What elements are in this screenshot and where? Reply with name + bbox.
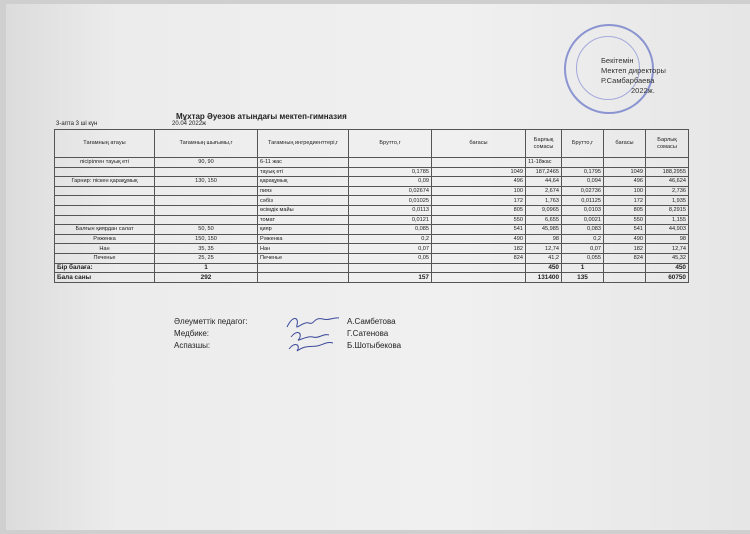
table-cell: сәбіз bbox=[258, 196, 349, 206]
table-cell: Нан bbox=[258, 244, 349, 254]
table-cell: 496 bbox=[432, 177, 526, 187]
approval-line-4: 2022ж. bbox=[631, 86, 655, 95]
table-cell: Бала саны bbox=[55, 273, 155, 283]
table-header-row bbox=[55, 130, 689, 158]
table-cell: 2,674 bbox=[526, 186, 562, 196]
table-cell: 50, 50 bbox=[155, 225, 258, 235]
table-cell bbox=[258, 263, 349, 273]
table-row bbox=[55, 158, 689, 168]
table-cell: Рәженка bbox=[258, 234, 349, 244]
table-row bbox=[55, 205, 689, 215]
table-cell: 1 bbox=[155, 263, 258, 273]
table-cell bbox=[349, 263, 432, 273]
week-label: 3-апта 3 ші күн bbox=[56, 121, 98, 127]
signature-role-3: Аспазшы: bbox=[174, 341, 211, 350]
table-cell bbox=[55, 167, 155, 177]
table-cell: 0,0121 bbox=[349, 215, 432, 225]
table-cell: 131400 bbox=[526, 273, 562, 283]
table-row bbox=[55, 244, 689, 254]
table-cell bbox=[55, 205, 155, 215]
header-sum-1: Барлық сомасы bbox=[526, 130, 562, 158]
table-cell bbox=[604, 263, 646, 273]
table-cell: 44,64 bbox=[526, 177, 562, 187]
table-cell: 135 bbox=[562, 273, 604, 283]
table-cell: 44,903 bbox=[646, 225, 689, 235]
table-cell: 1,763 bbox=[526, 196, 562, 206]
table-cell: 25, 25 bbox=[155, 253, 258, 263]
table-cell bbox=[562, 158, 604, 168]
table-cell: Нан bbox=[55, 244, 155, 254]
table-cell: 41,2 bbox=[526, 253, 562, 263]
table-cell bbox=[604, 273, 646, 283]
table-cell bbox=[258, 273, 349, 283]
table-cell: 550 bbox=[604, 215, 646, 225]
table-cell: 0,09 bbox=[349, 177, 432, 187]
table-row bbox=[55, 225, 689, 235]
table-cell: 6-11 жас bbox=[258, 158, 349, 168]
table-cell: Печенье bbox=[55, 253, 155, 263]
table-cell: 805 bbox=[604, 205, 646, 215]
approval-line-1: Бекітемін bbox=[601, 56, 634, 65]
table-cell bbox=[349, 158, 432, 168]
table-cell: Балғын қиярдан салат bbox=[55, 225, 155, 235]
menu-table bbox=[54, 129, 689, 283]
header-ingredients: Тағамның ингредиенттері,г bbox=[258, 130, 349, 158]
table-row bbox=[55, 234, 689, 244]
table-cell: 182 bbox=[432, 244, 526, 254]
table-cell: 98 bbox=[646, 234, 689, 244]
table-cell: Печенье bbox=[258, 253, 349, 263]
table-cell bbox=[432, 158, 526, 168]
table-cell: 490 bbox=[432, 234, 526, 244]
table-cell: 90, 90 bbox=[155, 158, 258, 168]
table-cell: 187,2465 bbox=[526, 167, 562, 177]
table-cell: тауық еті bbox=[258, 167, 349, 177]
table-cell: 0,0021 bbox=[562, 215, 604, 225]
table-cell: 496 bbox=[604, 177, 646, 187]
table-cell: 8,2915 bbox=[646, 205, 689, 215]
table-cell: 824 bbox=[604, 253, 646, 263]
approval-line-2: Мектеп директоры bbox=[601, 66, 666, 75]
table-cell: 0,1785 bbox=[349, 167, 432, 177]
table-cell: 0,02674 bbox=[349, 186, 432, 196]
header-brutto-2: Брутто,г bbox=[562, 130, 604, 158]
totals-row bbox=[55, 273, 689, 283]
handwritten-signatures bbox=[283, 313, 343, 355]
table-cell: 182 bbox=[604, 244, 646, 254]
table-cell: 490 bbox=[604, 234, 646, 244]
table-cell: 0,01125 bbox=[562, 196, 604, 206]
table-row bbox=[55, 186, 689, 196]
table-cell bbox=[155, 196, 258, 206]
table-cell bbox=[155, 167, 258, 177]
table-cell: қияр bbox=[258, 225, 349, 235]
table-cell bbox=[155, 215, 258, 225]
table-row bbox=[55, 196, 689, 206]
approval-block bbox=[601, 56, 666, 96]
table-cell: 0,07 bbox=[562, 244, 604, 254]
table-cell: 0,07 bbox=[349, 244, 432, 254]
header-yield: Тағамның шығымы,г bbox=[155, 130, 258, 158]
table-cell: өсімдік майы bbox=[258, 205, 349, 215]
table-cell bbox=[55, 215, 155, 225]
table-cell bbox=[604, 158, 646, 168]
table-cell: қарақұмық bbox=[258, 177, 349, 187]
table-cell: Рәженка bbox=[55, 234, 155, 244]
signature-role-2: Медбике: bbox=[174, 329, 210, 338]
table-cell: 9,0965 bbox=[526, 205, 562, 215]
table-cell: 12,74 bbox=[646, 244, 689, 254]
table-cell: 824 bbox=[432, 253, 526, 263]
header-dish-name: Тағамның атауы bbox=[55, 130, 155, 158]
table-cell: 45,985 bbox=[526, 225, 562, 235]
signature-role-1: Әлеуметтік педагог: bbox=[174, 317, 248, 326]
table-cell: 157 bbox=[349, 273, 432, 283]
header-sum-2: Барлық сомасы bbox=[646, 130, 689, 158]
table-cell: томат bbox=[258, 215, 349, 225]
table-cell: 12,74 bbox=[526, 244, 562, 254]
table-cell: 60750 bbox=[646, 273, 689, 283]
signature-name-3: Б.Шотыбекова bbox=[347, 341, 402, 350]
table-cell: 1,155 bbox=[646, 215, 689, 225]
table-cell: 0,085 bbox=[349, 225, 432, 235]
approval-line-3: Р.Самбарбаева bbox=[601, 76, 655, 85]
header-price-1: бағасы bbox=[432, 130, 526, 158]
table-cell bbox=[646, 158, 689, 168]
table-cell: 35, 35 bbox=[155, 244, 258, 254]
table-cell: 0,2 bbox=[562, 234, 604, 244]
table-row bbox=[55, 167, 689, 177]
signature-name-1: А.Самбетова bbox=[347, 317, 396, 326]
signature-name-2: Г.Сатенова bbox=[347, 329, 389, 338]
table-cell: 0,05 bbox=[349, 253, 432, 263]
table-cell: 188,2955 bbox=[646, 167, 689, 177]
table-cell: 1049 bbox=[432, 167, 526, 177]
date-label: 20.04 2022ж bbox=[172, 121, 207, 127]
table-cell bbox=[155, 205, 258, 215]
table-cell: 1 bbox=[562, 263, 604, 273]
table-cell: 100 bbox=[432, 186, 526, 196]
table-cell: 46,624 bbox=[646, 177, 689, 187]
table-cell bbox=[55, 186, 155, 196]
table-cell: 98 bbox=[526, 234, 562, 244]
table-row bbox=[55, 177, 689, 187]
table-cell: Бір балаға: bbox=[55, 263, 155, 273]
table-cell: 45,32 bbox=[646, 253, 689, 263]
table-cell: 1,935 bbox=[646, 196, 689, 206]
table-cell: 1049 bbox=[604, 167, 646, 177]
table-cell: 0,0103 bbox=[562, 205, 604, 215]
table-cell: 0,1795 bbox=[562, 167, 604, 177]
table-cell: 100 bbox=[604, 186, 646, 196]
header-price-2: бағасы bbox=[604, 130, 646, 158]
table-cell: 6,655 bbox=[526, 215, 562, 225]
table-cell bbox=[55, 196, 155, 206]
table-cell: 172 bbox=[604, 196, 646, 206]
document-title: Мұхтар Әуезов атындағы мектеп-гимназия bbox=[176, 112, 347, 121]
table-cell: пияз bbox=[258, 186, 349, 196]
table-cell: 0,01025 bbox=[349, 196, 432, 206]
table-cell: 172 bbox=[432, 196, 526, 206]
table-cell: 2,736 bbox=[646, 186, 689, 196]
table-cell bbox=[432, 273, 526, 283]
table-cell: 0,083 bbox=[562, 225, 604, 235]
table-cell: 0,055 bbox=[562, 253, 604, 263]
table-cell: 0,094 bbox=[562, 177, 604, 187]
table-cell: 541 bbox=[432, 225, 526, 235]
table-cell: 292 bbox=[155, 273, 258, 283]
table-cell: 0,2 bbox=[349, 234, 432, 244]
table-cell bbox=[432, 263, 526, 273]
table-cell: 550 bbox=[432, 215, 526, 225]
table-cell: Гарнир: піскен қарақұмық bbox=[55, 177, 155, 187]
table-cell: пісірілген тауық еті bbox=[55, 158, 155, 168]
totals-row bbox=[55, 263, 689, 273]
table-cell: 0,02736 bbox=[562, 186, 604, 196]
header-brutto-1: Брутто,г bbox=[349, 130, 432, 158]
table-cell: 805 bbox=[432, 205, 526, 215]
table-cell: 541 bbox=[604, 225, 646, 235]
table-row bbox=[55, 253, 689, 263]
table-cell: 450 bbox=[646, 263, 689, 273]
table-cell: 450 bbox=[526, 263, 562, 273]
table-cell: 11-18жас bbox=[526, 158, 562, 168]
table-cell: 150, 150 bbox=[155, 234, 258, 244]
table-cell bbox=[155, 186, 258, 196]
table-cell: 130, 150 bbox=[155, 177, 258, 187]
table-row bbox=[55, 215, 689, 225]
table-cell: 0,0113 bbox=[349, 205, 432, 215]
